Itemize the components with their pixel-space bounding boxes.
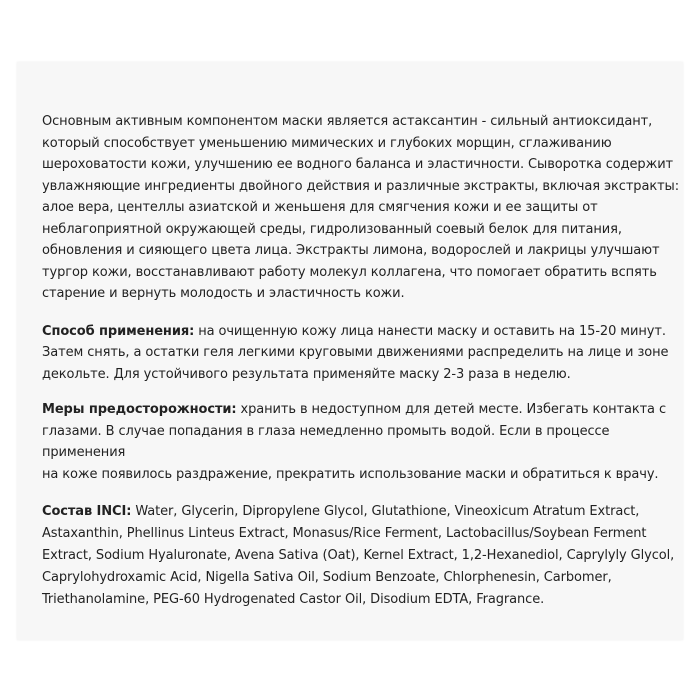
label-text-block bbox=[42, 111, 682, 625]
usage-paragraph bbox=[42, 321, 682, 386]
ingredients-heading: Состав INCI: bbox=[42, 504, 132, 519]
intro-paragraph: Основным активным компонентом маски является астаксантин - сильный антиоксидант, который способствует уменьшению мимических и глубоких морщин, сглаживанию шероховатости кожи, улучшению ее водного баланса и эластичности. Сыворотка содержит увлажняющие ингредиенты двойного действия и различные экстракты, включая экстракты: алое вера, центеллы азиатской и женьшеня для смягчения кожи и ее защиты от неблагоприятной окружающей среды, гидролизованный соевый белок для питания, обновления и сияющего цвета лица. Экстракты лимона, водорослей и лакрицы улучшают тургор кожи, восстанавливают работу молекул коллагена, что помогает обратить вспять старение и вернуть молодость и эластичность кожи. bbox=[42, 114, 679, 301]
ingredients-paragraph bbox=[42, 501, 682, 611]
precautions-paragraph bbox=[42, 399, 682, 485]
usage-heading: Способ применения: bbox=[42, 323, 195, 339]
precautions-heading: Меры предосторожности: bbox=[42, 402, 237, 417]
ingredients-text: Water, Glycerin, Dipropylene Glycol, Glutathione, Vineoxicum Atratum Extract, Astaxanthin, Phellinus Linteus Extract, Monasus/Rice Ferment, Lactobacillus/Soybean Ferment Extract, Sodium Hyaluronate, Avena Sativa (Oat), Kernel Extract, 1,2-Hexanediol, Caprylyly Glycol, Caprylohydroxamic Acid, Nigella Sativa Oil, Sodium Benzoate, Chlorphenesin, Carbomer, Triethanolamine, PEG-60 Hydrogenated Castor Oil, Disodium EDTA, Fragrance. bbox=[42, 504, 675, 607]
precautions-text: хранить в недоступном для детей месте. Избегать контакта с глазами. В случае попадания в глаза немедленно промыть водой. Если в процессе применения на коже появилось раздражение, прекратить использование маски и обратиться к врачу. bbox=[42, 402, 666, 482]
usage-text: на очищенную кожу лица нанести маску и оставить на 15-20 минут. Затем снять, а остатки геля легкими круговыми движениями распределить на лице и зоне декольте. Для устойчивого результата применяйте маску 2-3 раза в неделю. bbox=[42, 323, 669, 382]
